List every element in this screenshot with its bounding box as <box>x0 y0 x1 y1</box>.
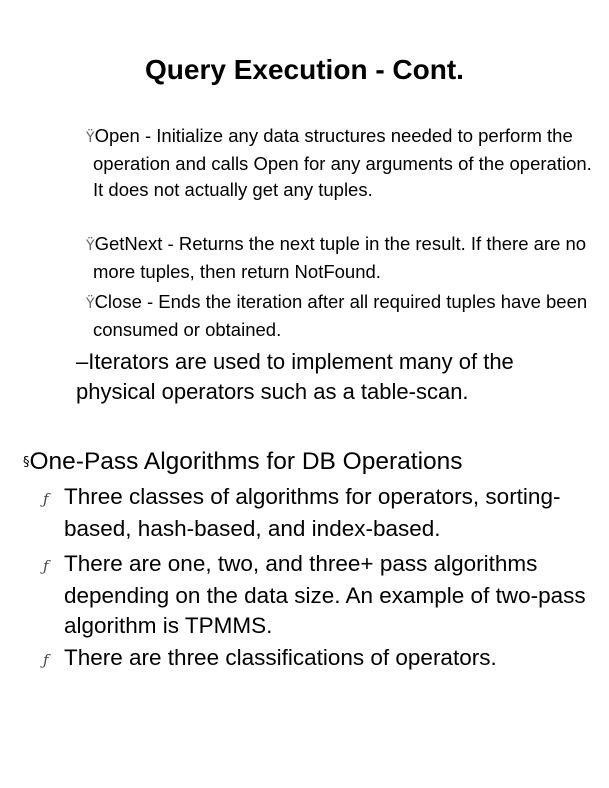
iterators-note-text: Iterators are used to implement many of the physical operators such as a table-scan. <box>76 349 514 404</box>
iterators-note <box>76 347 586 407</box>
list-item-classifications <box>43 643 604 675</box>
bullet-icon: ƒ <box>43 490 49 508</box>
section-heading-text: One-Pass Algorithms for DB Operations <box>29 448 463 475</box>
list-item-text: Close - Ends the iteration after all required tuples have been consumed or obtained. <box>93 291 588 340</box>
bullet-icon: Ÿ <box>86 296 95 312</box>
bullet-icon: ƒ <box>43 557 49 575</box>
bullet-icon: ƒ <box>43 651 49 669</box>
list-item-text: Three classes of algorithms for operators, sorting-based, hash-based, and index-based. <box>64 484 561 541</box>
bullet-icon: Ÿ <box>86 130 95 146</box>
list-item-getnext <box>86 231 593 285</box>
section-heading <box>23 446 593 479</box>
list-item-text: Open - Initialize any data structures needed to perform the operation and calls Open for any arguments of the operation. It does not actually get any tuples. <box>93 125 592 200</box>
list-item-text: There are one, two, and three+ pass algorithms depending on the data size. An example of two-pass algorithm is TPMMS. <box>64 551 586 638</box>
dash-bullet: – <box>76 349 89 374</box>
list-item-text: GetNext - Returns the next tuple in the result. If there are no more tuples, then return NotFound. <box>93 233 587 282</box>
section-bullet-icon: § <box>23 455 30 470</box>
list-item-open <box>86 123 593 203</box>
slide-title: Query Execution - Cont. <box>145 54 464 85</box>
list-item-passes <box>43 549 604 641</box>
bullet-icon: Ÿ <box>86 238 95 254</box>
list-item-text: There are three classifications of operators. <box>64 645 497 670</box>
list-item-close <box>86 289 593 343</box>
list-item-classes <box>43 482 604 544</box>
